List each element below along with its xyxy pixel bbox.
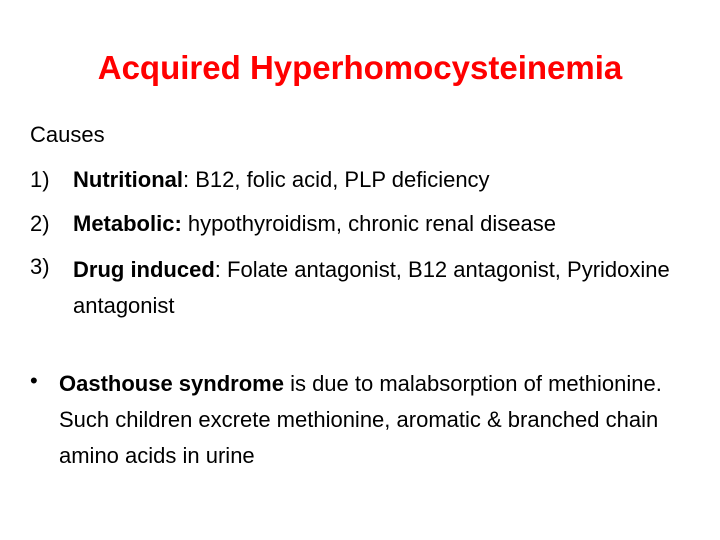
cause-text bbox=[73, 209, 693, 239]
bullet-term: Oasthouse syndrome bbox=[59, 371, 284, 396]
cause-separator: : bbox=[214, 257, 221, 282]
slide-title: Acquired Hyperhomocysteinemia bbox=[97, 49, 623, 86]
cause-text bbox=[73, 165, 693, 195]
cause-detail: hypothyroidism, chronic renal disease bbox=[181, 211, 556, 236]
cause-detail: Folate antagonist, B12 antagonist, Pyridoxine antagonist bbox=[73, 257, 670, 318]
cause-number: 1) bbox=[30, 167, 50, 192]
cause-number: 3) bbox=[30, 254, 50, 279]
cause-term: Drug induced bbox=[73, 257, 215, 282]
bullet-detail: is due to malabsorption of methionine. Such children excrete methionine, aromatic & branched chain amino acids in urine bbox=[59, 371, 662, 468]
cause-number: 2) bbox=[30, 211, 50, 236]
bullet-marker: • bbox=[30, 368, 38, 393]
cause-separator: : bbox=[183, 167, 190, 192]
cause-detail: B12, folic acid, PLP deficiency bbox=[189, 167, 490, 192]
bullet-text bbox=[59, 366, 689, 474]
cause-term: Metabolic: bbox=[73, 211, 182, 236]
cause-term: Nutritional bbox=[73, 167, 183, 192]
causes-heading: Causes bbox=[30, 122, 105, 147]
cause-text bbox=[73, 252, 693, 324]
